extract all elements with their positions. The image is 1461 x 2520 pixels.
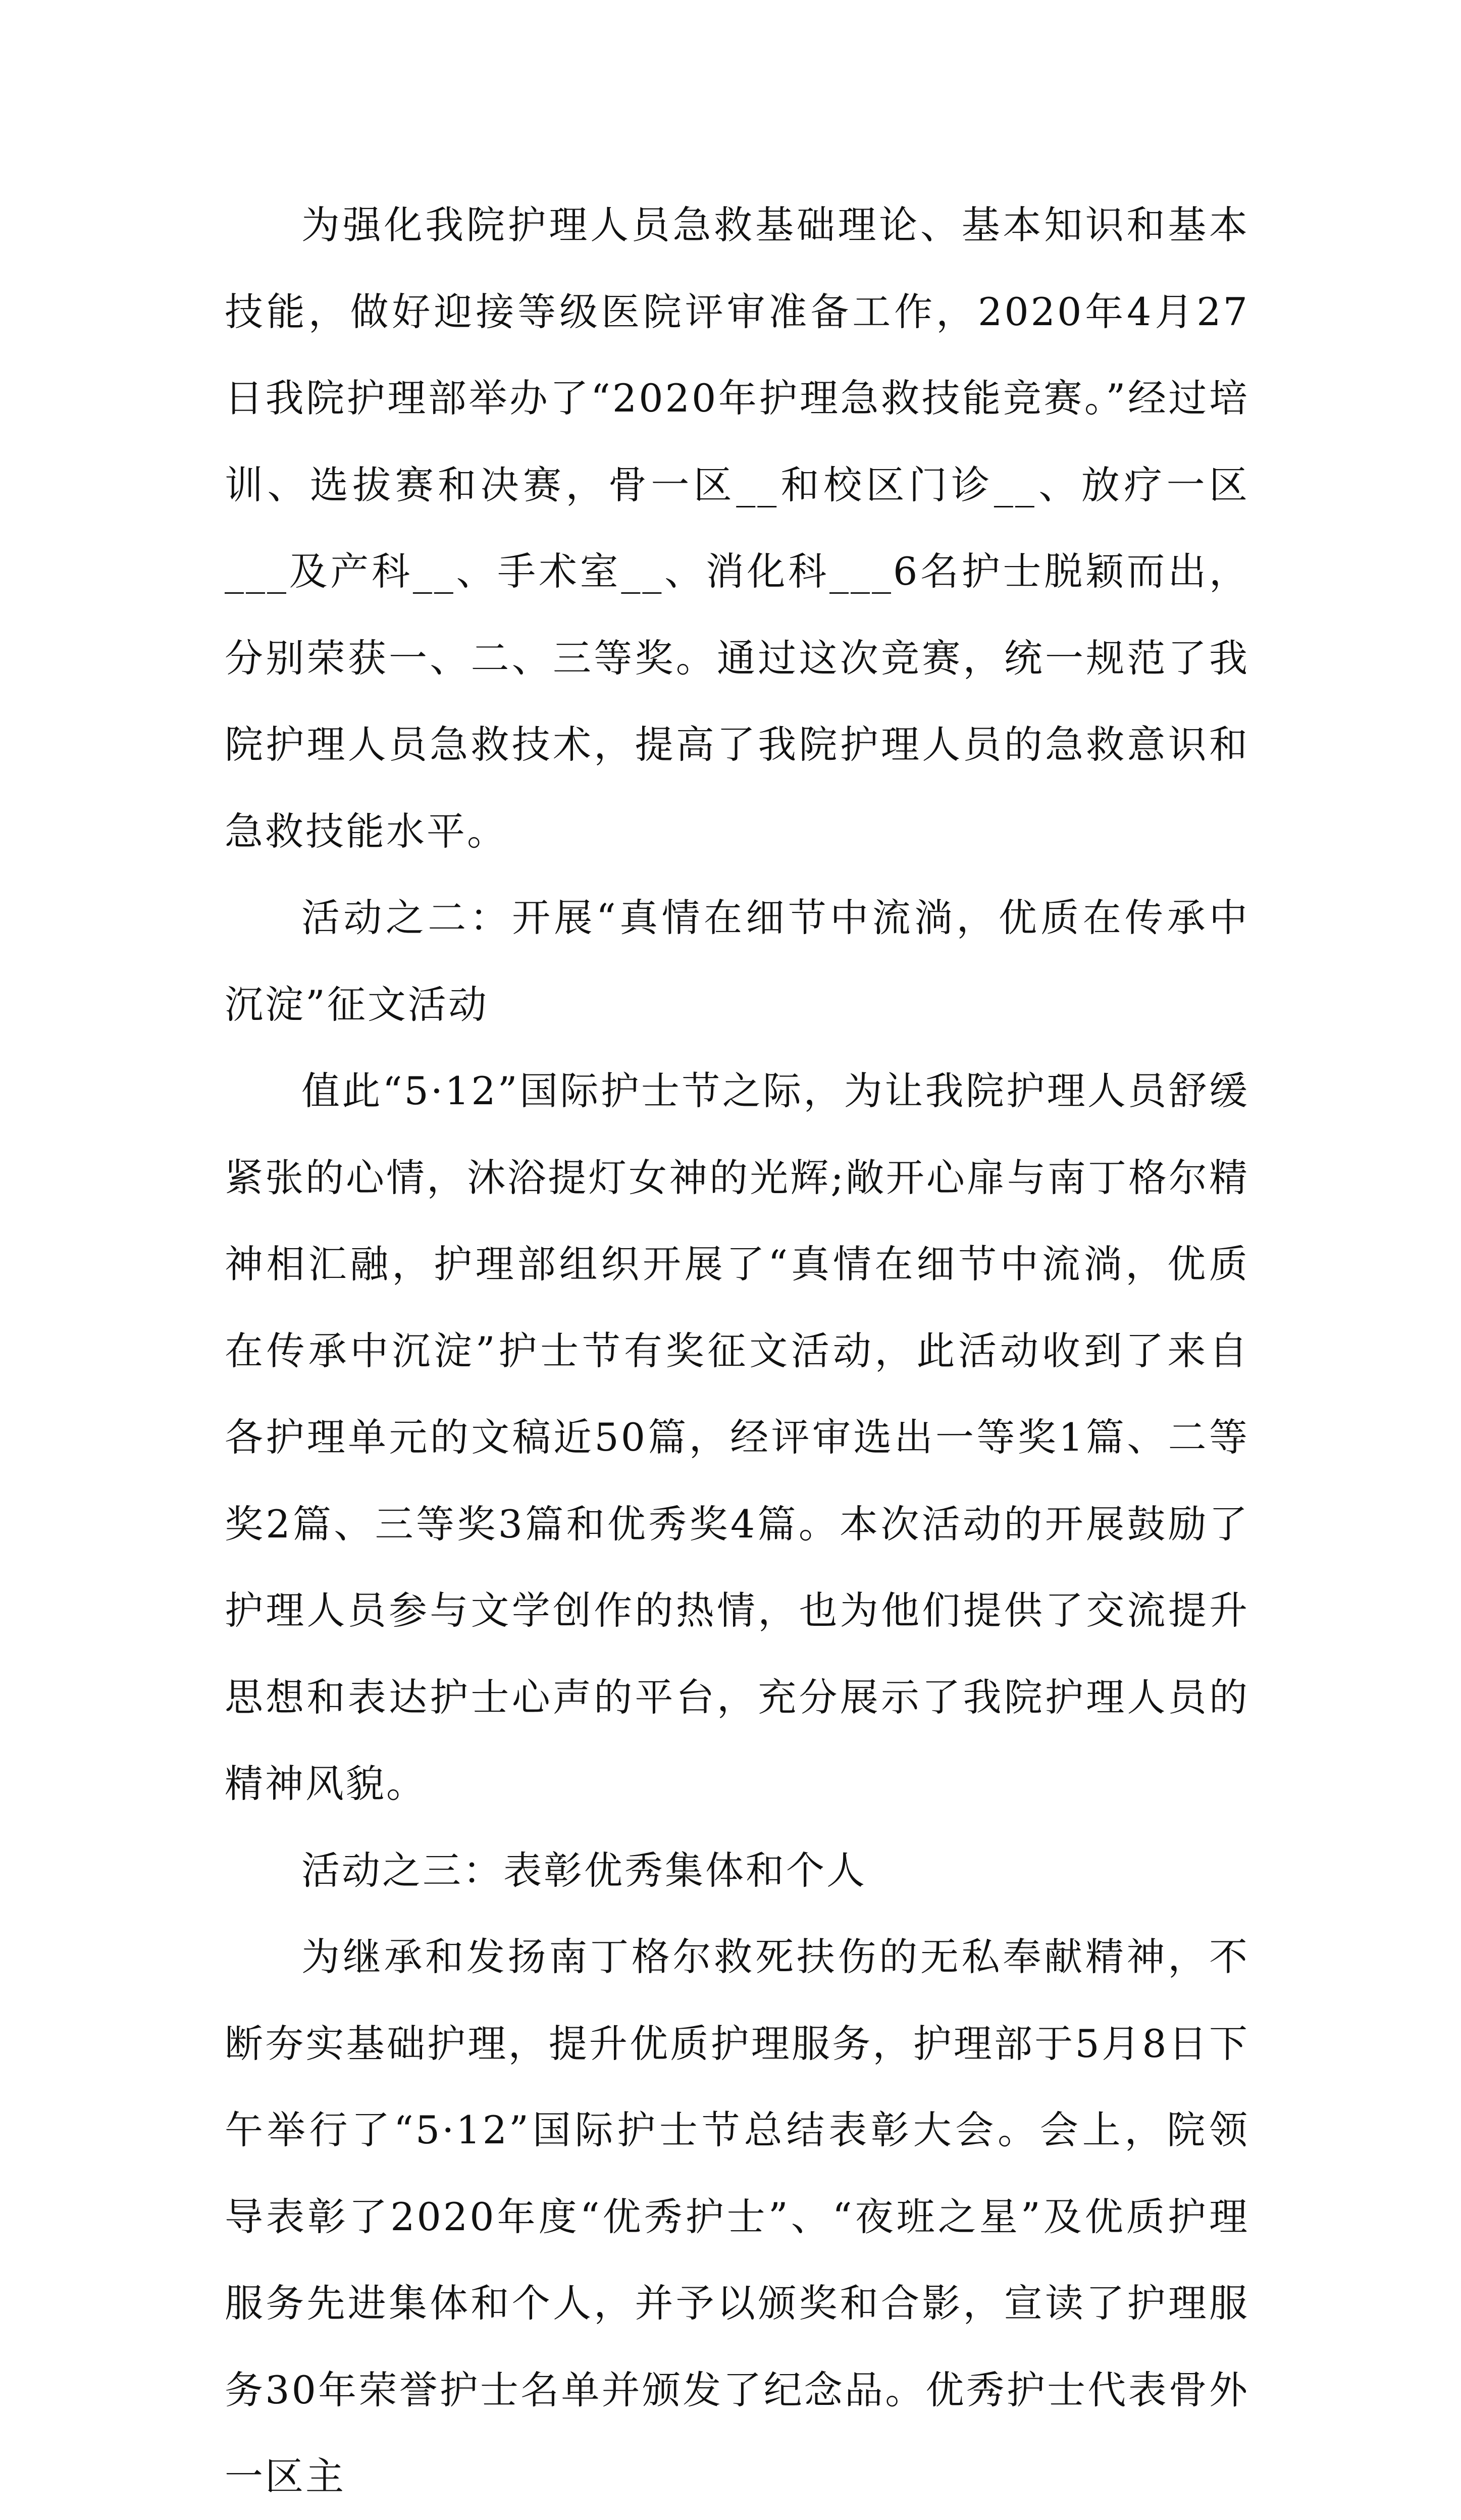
paragraph-skill-competition: 为强化我院护理人员急救基础理论、基本知识和基本技能，做好迎接等级医院评审准备工作，2020年4月27日我院护理部举办了“2020年护理急救技能竞赛。”经过培训、选拔赛和决赛，骨一区__和校区门诊__、放疗一区___及产科__、手术室__、消化科___6名护士脱颖而出，分别荣获一、二、三等奖。通过这次竞赛，统一规范了我院护理人员急救技术，提高了我院护理人员的急救意识和急救技能水平。 xyxy=(225,202,1249,854)
document-body xyxy=(225,182,1249,2520)
heading-activity-two: 活动之二：开展“真情在细节中流淌，优质在传承中沉淀”征文活动 xyxy=(225,895,1249,1027)
heading-activity-three: 活动之三：表彰优秀集体和个人 xyxy=(301,1847,867,1893)
paragraph-commendation: 为继承和发扬南丁格尔救死扶伤的无私奉献精神，不断夯实基础护理，提升优质护理服务，护理部于5月8日下午举行了“5·12”国际护士节总结表彰大会。会上，院领导表彰了2020年度“优秀护士”、“夜班之星”及优质护理服务先进集体和个人，并予以颁奖和合影，宣读了护理服务30年荣誉护士名单并颁发了纪念品。优秀护士代表骨外一区主 xyxy=(225,1934,1249,2499)
paragraph-essay-contest: 值此“5·12”国际护士节之际，为让我院护理人员舒缓紧张的心情，沐浴提灯女神的光辉;敞开心扉与南丁格尔精神相汇融，护理部组织开展了“真情在细节中流淌，优质在传承中沉淀”护士节有奖征文活动，此活动收到了来自各护理单元的文稿近50篇，经评审选出一等奖1篇、二等奖2篇、三等奖3篇和优秀奖4篇。本次活动的开展鼓励了护理人员参与文学创作的热情，也为他们提供了交流提升思想和表达护士心声的平台，充分展示了我院护理人员的精神风貌。 xyxy=(225,1068,1249,1806)
